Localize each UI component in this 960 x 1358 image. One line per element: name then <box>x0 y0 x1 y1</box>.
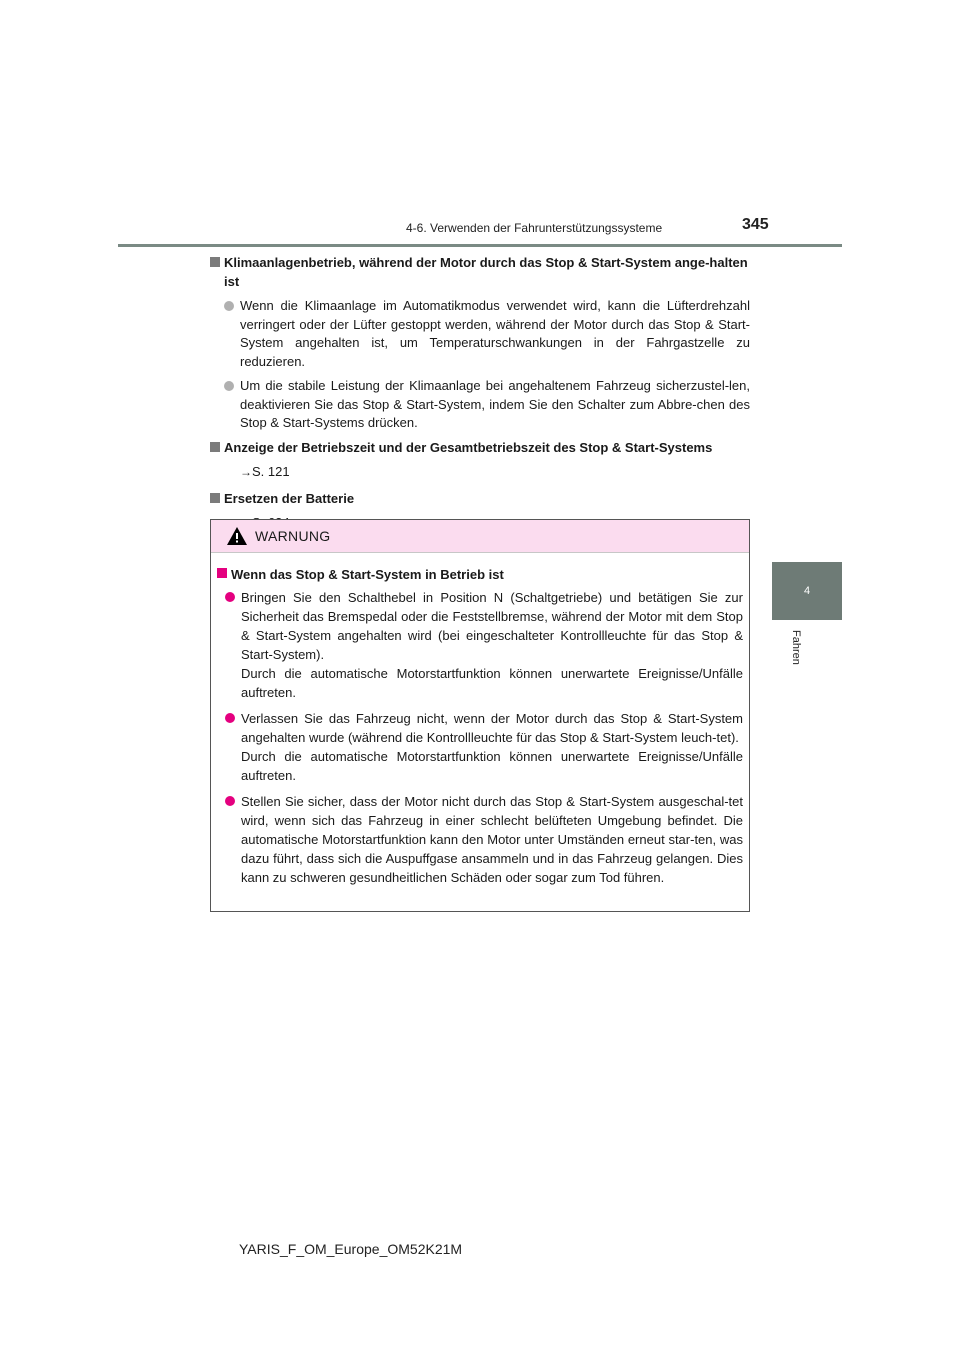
warning-box <box>210 519 750 912</box>
square-bullet-icon <box>210 493 220 503</box>
chapter-number: 4 <box>803 585 811 597</box>
square-bullet-icon <box>210 257 220 267</box>
list-item: Um die stabile Leistung der Klimaanlage bei angehaltenem Fahrzeug sicherzustel-len, deaktivieren Sie das Stop & Start-System, indem Sie den Schalter zum Abbre-chen des Stop & Start-Systems drücken. <box>210 377 750 433</box>
main-content <box>210 254 750 541</box>
square-bullet-icon <box>210 442 220 452</box>
circle-bullet-icon <box>225 592 235 602</box>
warning-heading: Wenn das Stop & Start-System in Betrieb ist <box>217 565 743 584</box>
section-heading: Klimaanlagenbetrieb, während der Motor durch das Stop & Start-System ange-halten ist <box>210 254 750 291</box>
page-reference[interactable]: →S. 121 <box>240 464 290 479</box>
chapter-label: Fahren <box>790 630 802 665</box>
circle-bullet-icon <box>224 301 234 311</box>
list-item: Stellen Sie sicher, dass der Motor nicht durch das Stop & Start-System ausgeschal-tet wird, wenn sich das Fahrzeug in einer schlecht belüfteten Umgebung befindet. Die automatische Motorstartfunktion kann den Motor unter Umständen erneut star-ten, was dazu führt, dass sich die Auspuffgase ansammeln und in das Fahrzeug gelangen. Dies kann zu schweren gesundheitlichen Schäden oder sogar zum Tod führen. <box>217 792 743 887</box>
document-id: YARIS_F_OM_Europe_OM52K21M <box>239 1241 463 1257</box>
circle-bullet-icon <box>225 796 235 806</box>
header-section-title: 4-6. Verwenden der Fahrunterstützungssysteme <box>406 221 663 235</box>
arrow-right-icon: → <box>240 465 252 479</box>
chapter-tab-label-area <box>772 620 842 704</box>
page-number: 345 <box>742 216 769 233</box>
list-item: Verlassen Sie das Fahrzeug nicht, wenn der Motor durch das Stop & Start-System angehalten wurde (während die Kontrollleuchte für das Stop & Start-System leuch-tet). Durch die automatische Motorstartfunktion können unerwartete Ereignisse/Unfälle auftreten. <box>217 709 743 785</box>
list-item: Wenn die Klimaanlage im Automatikmodus verwendet wird, kann die Lüfterdrehzahl verringert oder der Lüfter gestoppt werden, während der Motor durch das Stop & Start-System angehalten ist, um Temperaturschwankungen in der Fahrgastzelle zu reduzieren. <box>210 297 750 371</box>
circle-bullet-icon <box>224 381 234 391</box>
section-heading: Ersetzen der Batterie <box>210 490 750 509</box>
warning-header <box>211 520 749 553</box>
warning-title: WARNUNG <box>255 528 331 544</box>
warning-body <box>211 553 749 887</box>
warning-triangle-icon <box>227 527 247 545</box>
square-bullet-icon <box>217 568 227 578</box>
chapter-tab <box>772 562 842 620</box>
header-divider <box>118 244 842 247</box>
section-heading: Anzeige der Betriebszeit und der Gesamtbetriebszeit des Stop & Start-Systems <box>210 439 750 458</box>
circle-bullet-icon <box>225 713 235 723</box>
list-item: Bringen Sie den Schalthebel in Position N (Schaltgetriebe) und betätigen Sie zur Sicherheit das Bremspedal oder die Feststellbremse, während der Motor mit dem Stop & Start-System angehalten wird (bei eingeschalteter Kontrollleuchte für das Stop & Start-System). Durch die automatische Motorstartfunktion können unerwartete Ereignisse/Unfälle auftreten. <box>217 588 743 702</box>
